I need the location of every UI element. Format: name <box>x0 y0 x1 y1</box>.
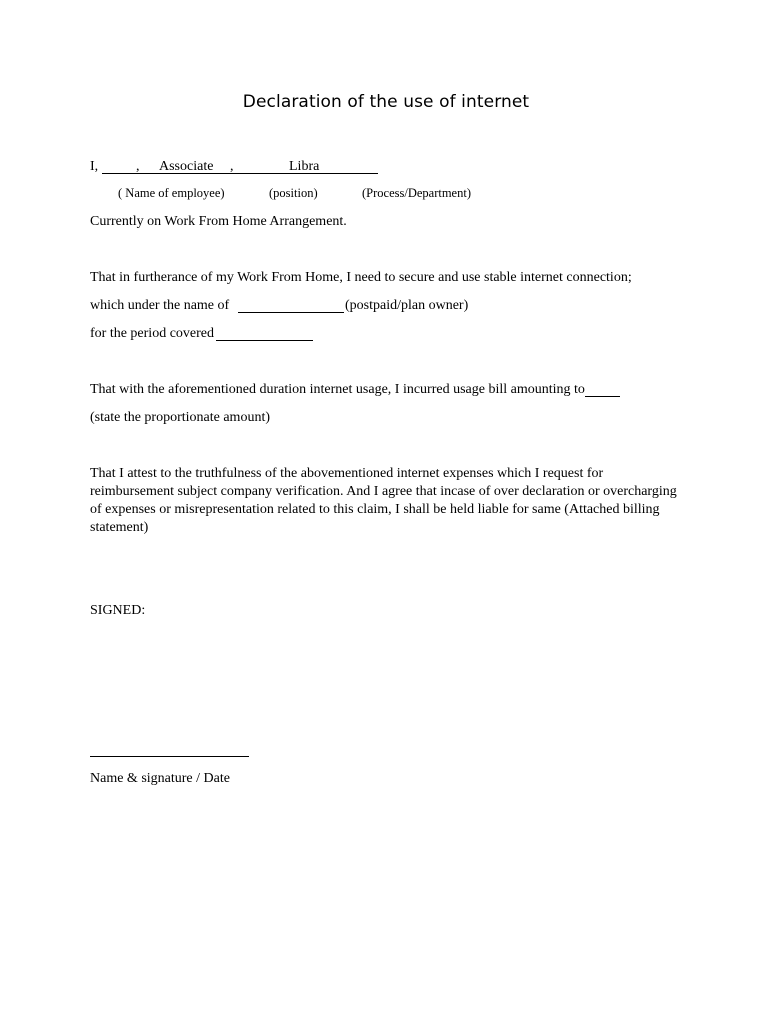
position-label: (position) <box>269 186 318 200</box>
plan-owner-blank <box>238 312 344 313</box>
document-title: Declaration of the use of internet <box>242 92 530 112</box>
intro-underline <box>102 173 378 174</box>
name-of-employee-label: ( Name of employee) <box>118 186 225 200</box>
period-covered-prefix: for the period covered <box>90 326 214 341</box>
department-value: Libra <box>289 159 320 174</box>
intro-comma-2: , <box>230 159 234 174</box>
signature-caption: Name & signature / Date <box>90 771 230 786</box>
position-value: Associate <box>159 159 214 174</box>
attestation-paragraph: That I attest to the truthfulness of the abovementioned internet expenses which I request for reimbursement subject company verification. And I agree that incase of over declaration or overcharging of expenses or misrepresentation related to this claim, I shall be held liable for same (Attached billing statement) <box>90 466 677 535</box>
intro-prefix: I, <box>90 159 99 174</box>
internet-need-line: That in furtherance of my Work From Home, I need to secure and use stable internet connection; <box>90 270 632 285</box>
signed-label: SIGNED: <box>90 603 146 618</box>
signature-line <box>90 756 249 757</box>
period-covered-blank <box>216 340 313 341</box>
department-label: (Process/Department) <box>362 186 471 200</box>
usage-bill-blank <box>585 396 620 397</box>
plan-owner-prefix: which under the name of <box>90 298 230 313</box>
wfh-statement: Currently on Work From Home Arrangement. <box>90 214 347 229</box>
intro-comma-1: , <box>136 159 140 174</box>
usage-bill-line: That with the aforementioned duration internet usage, I incurred usage bill amounting to <box>90 382 585 397</box>
proportionate-amount-note: (state the proportionate amount) <box>90 410 270 425</box>
plan-owner-suffix: (postpaid/plan owner) <box>345 298 469 313</box>
